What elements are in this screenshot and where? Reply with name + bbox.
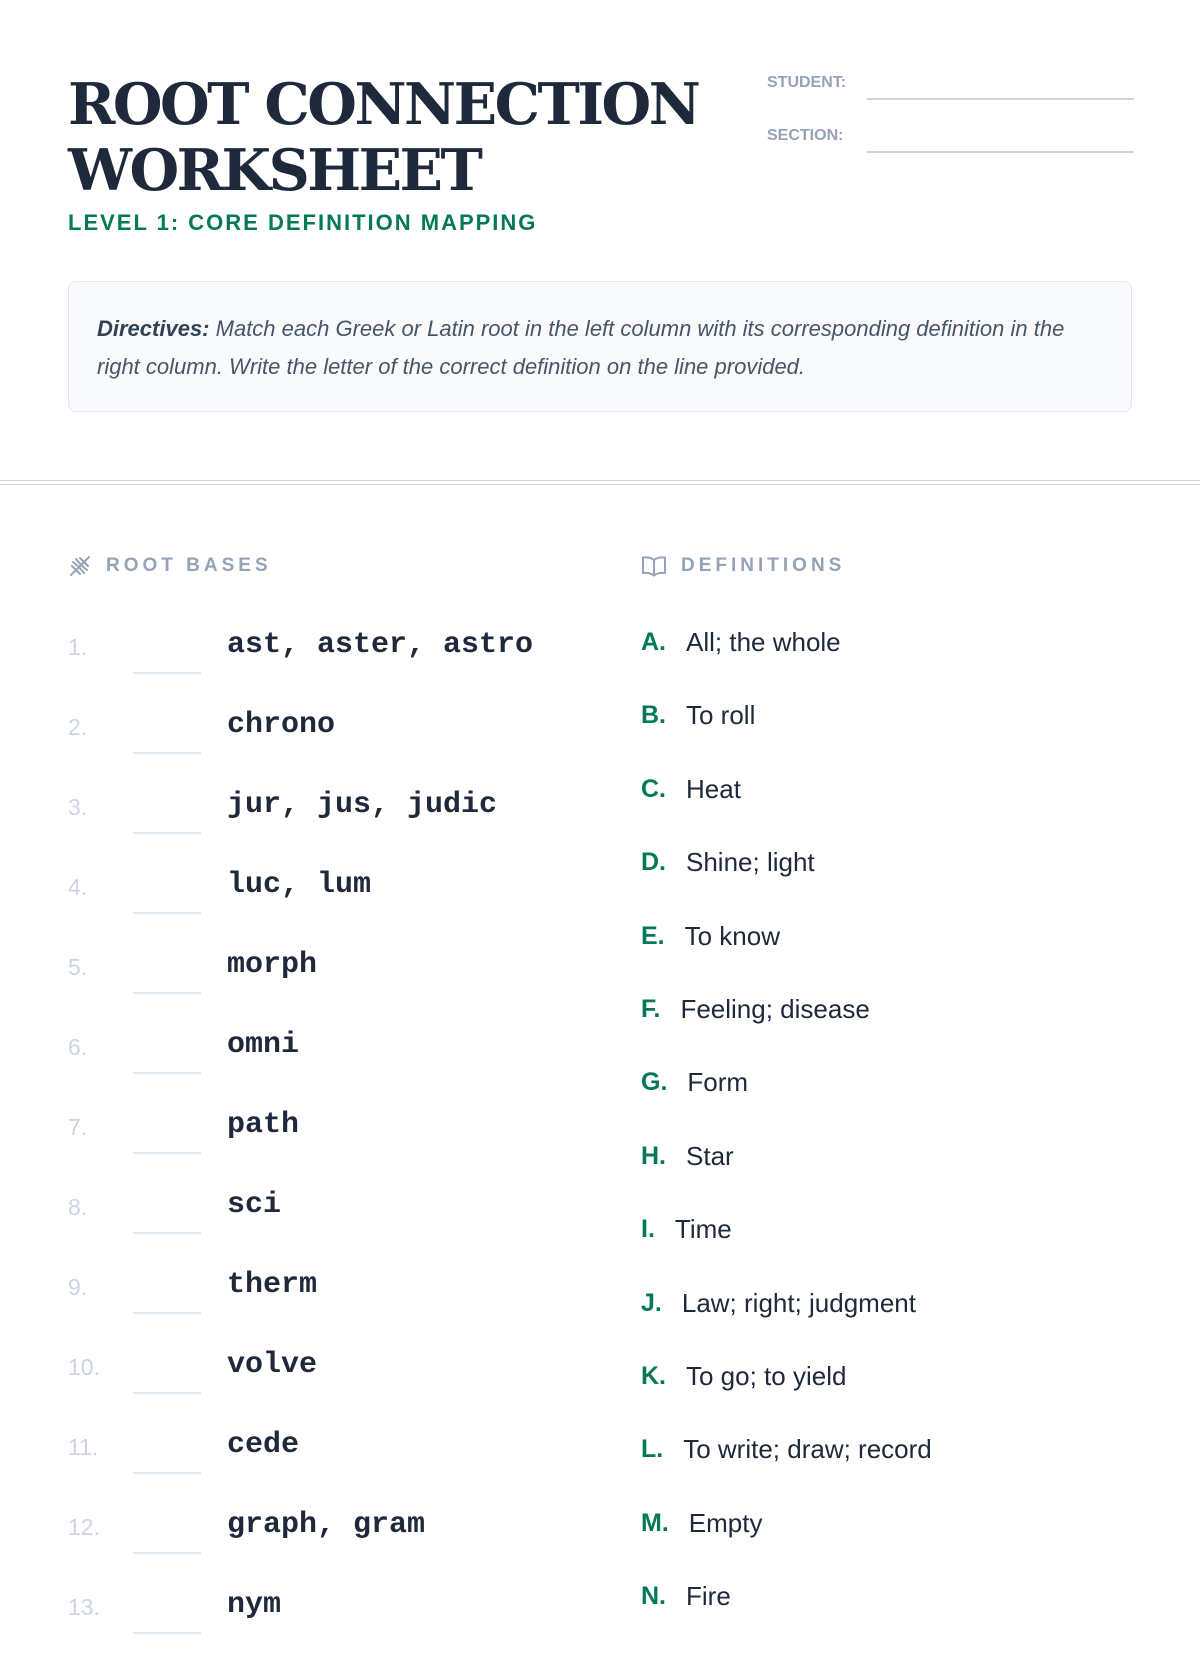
root-item bbox=[68, 1580, 628, 1660]
page-subtitle: LEVEL 1: CORE DEFINITION MAPPING bbox=[68, 210, 538, 235]
answer-blank[interactable] bbox=[133, 832, 201, 834]
answer-blank[interactable] bbox=[133, 1072, 201, 1074]
root-word: nym bbox=[227, 1588, 282, 1622]
section-row bbox=[767, 125, 1134, 178]
root-number: 13. bbox=[68, 1594, 100, 1620]
root-word: omni bbox=[227, 1028, 300, 1062]
definition-text: Star bbox=[686, 1140, 734, 1171]
definition-item bbox=[641, 1361, 1161, 1434]
root-number: 10. bbox=[68, 1354, 100, 1380]
definitions-list bbox=[641, 627, 1161, 1654]
root-item bbox=[68, 1100, 628, 1180]
definition-item bbox=[641, 1214, 1161, 1287]
definition-letter: D. bbox=[641, 848, 666, 877]
directives-label: Directives: bbox=[97, 316, 210, 341]
answer-blank[interactable] bbox=[133, 1312, 201, 1314]
answer-blank[interactable] bbox=[133, 992, 201, 994]
section-divider bbox=[0, 480, 1200, 485]
definition-item bbox=[641, 1581, 1161, 1654]
definition-item bbox=[641, 1434, 1161, 1507]
student-row bbox=[767, 72, 1134, 125]
definition-text: Form bbox=[687, 1067, 749, 1098]
root-item bbox=[68, 700, 628, 780]
root-number: 9. bbox=[68, 1274, 88, 1300]
directives-box bbox=[68, 281, 1132, 412]
title-line-2: WORKSHEET bbox=[68, 137, 481, 204]
root-item bbox=[68, 1420, 628, 1500]
definition-letter: F. bbox=[641, 994, 661, 1023]
section-field[interactable] bbox=[867, 151, 1134, 153]
root-item bbox=[68, 780, 628, 860]
root-word: chrono bbox=[227, 708, 336, 742]
root-item bbox=[68, 1260, 628, 1340]
root-word: path bbox=[227, 1108, 300, 1142]
root-item bbox=[68, 620, 628, 700]
root-item bbox=[68, 1340, 628, 1420]
definition-letter: B. bbox=[641, 701, 666, 730]
root-word: morph bbox=[227, 948, 318, 982]
student-info bbox=[767, 72, 1134, 178]
definition-item bbox=[641, 1141, 1161, 1214]
student-label: STUDENT: bbox=[767, 74, 847, 91]
definition-letter: I. bbox=[641, 1215, 655, 1244]
roots-heading bbox=[68, 554, 272, 578]
root-word: volve bbox=[227, 1348, 318, 1382]
definition-letter: L. bbox=[641, 1435, 664, 1464]
root-word: luc, lum bbox=[227, 868, 372, 902]
definition-item bbox=[641, 774, 1161, 847]
book-open-icon bbox=[641, 554, 667, 578]
definition-text: Feeling; disease bbox=[680, 993, 870, 1024]
answer-blank[interactable] bbox=[133, 1472, 201, 1474]
root-item bbox=[68, 1180, 628, 1260]
definition-letter: N. bbox=[641, 1582, 666, 1611]
title-line-1: ROOT CONNECTION bbox=[68, 71, 699, 138]
root-number: 7. bbox=[68, 1114, 88, 1140]
answer-blank[interactable] bbox=[133, 1392, 201, 1394]
answer-blank[interactable] bbox=[133, 672, 201, 674]
root-item bbox=[68, 1500, 628, 1580]
definition-text: All; the whole bbox=[686, 627, 841, 657]
root-number: 2. bbox=[68, 714, 88, 740]
root-item bbox=[68, 1020, 628, 1100]
root-number: 4. bbox=[68, 874, 88, 900]
root-number: 3. bbox=[68, 794, 88, 820]
definition-text: To roll bbox=[686, 700, 756, 731]
root-number: 1. bbox=[68, 634, 88, 660]
root-number: 11. bbox=[68, 1434, 99, 1460]
definition-text: Fire bbox=[686, 1581, 731, 1612]
section-label: SECTION: bbox=[767, 127, 844, 144]
answer-blank[interactable] bbox=[133, 1632, 201, 1634]
definition-item bbox=[641, 627, 1161, 700]
definition-text: To go; to yield bbox=[686, 1360, 847, 1391]
definition-letter: M. bbox=[641, 1508, 669, 1537]
definition-text: Empty bbox=[688, 1507, 763, 1538]
definition-text: To know bbox=[684, 920, 781, 951]
answer-blank[interactable] bbox=[133, 1552, 201, 1554]
root-word: therm bbox=[227, 1268, 318, 1302]
dna-icon bbox=[68, 554, 92, 578]
definition-letter: A. bbox=[641, 628, 666, 656]
definition-letter: G. bbox=[641, 1068, 668, 1097]
worksheet-header bbox=[68, 72, 1134, 242]
root-word: ast, aster, astro bbox=[227, 628, 534, 662]
definition-item bbox=[641, 921, 1161, 994]
definition-letter: J. bbox=[641, 1288, 662, 1317]
root-number: 8. bbox=[68, 1194, 88, 1220]
definition-text: To write; draw; record bbox=[683, 1434, 932, 1465]
root-item bbox=[68, 860, 628, 940]
definition-item bbox=[641, 1067, 1161, 1140]
definition-text: Heat bbox=[686, 773, 741, 804]
page-title bbox=[68, 72, 708, 204]
root-number: 6. bbox=[68, 1034, 88, 1060]
definition-item bbox=[641, 1508, 1161, 1581]
answer-blank[interactable] bbox=[133, 1232, 201, 1234]
root-number: 5. bbox=[68, 954, 88, 980]
root-number: 12. bbox=[68, 1514, 100, 1540]
definition-letter: C. bbox=[641, 774, 666, 803]
root-word: jur, jus, judic bbox=[227, 788, 498, 822]
root-word: sci bbox=[227, 1188, 282, 1222]
definition-text: Shine; light bbox=[686, 847, 815, 878]
root-word: cede bbox=[227, 1428, 300, 1462]
definition-letter: K. bbox=[641, 1361, 666, 1390]
definition-item bbox=[641, 847, 1161, 920]
definition-item bbox=[641, 1288, 1161, 1361]
root-item bbox=[68, 940, 628, 1020]
definition-text: Law; right; judgment bbox=[681, 1287, 916, 1318]
definitions-heading-label: DEFINITIONS bbox=[681, 555, 846, 576]
student-field[interactable] bbox=[867, 98, 1134, 100]
answer-blank[interactable] bbox=[133, 912, 201, 914]
definition-item bbox=[641, 994, 1161, 1067]
definition-letter: H. bbox=[641, 1141, 666, 1170]
roots-heading-label: ROOT BASES bbox=[106, 555, 272, 576]
answer-blank[interactable] bbox=[133, 1152, 201, 1154]
definition-letter: E. bbox=[641, 921, 665, 950]
root-word: graph, gram bbox=[227, 1508, 426, 1542]
directives-text: Match each Greek or Latin root in the left column with its corresponding definition in the right column. Write the letter of the correct definition on the line provided. bbox=[97, 316, 1065, 379]
definition-item bbox=[641, 700, 1161, 773]
roots-list bbox=[68, 620, 628, 1660]
definitions-heading bbox=[641, 554, 845, 578]
definition-text: Time bbox=[674, 1214, 732, 1245]
answer-blank[interactable] bbox=[133, 752, 201, 754]
